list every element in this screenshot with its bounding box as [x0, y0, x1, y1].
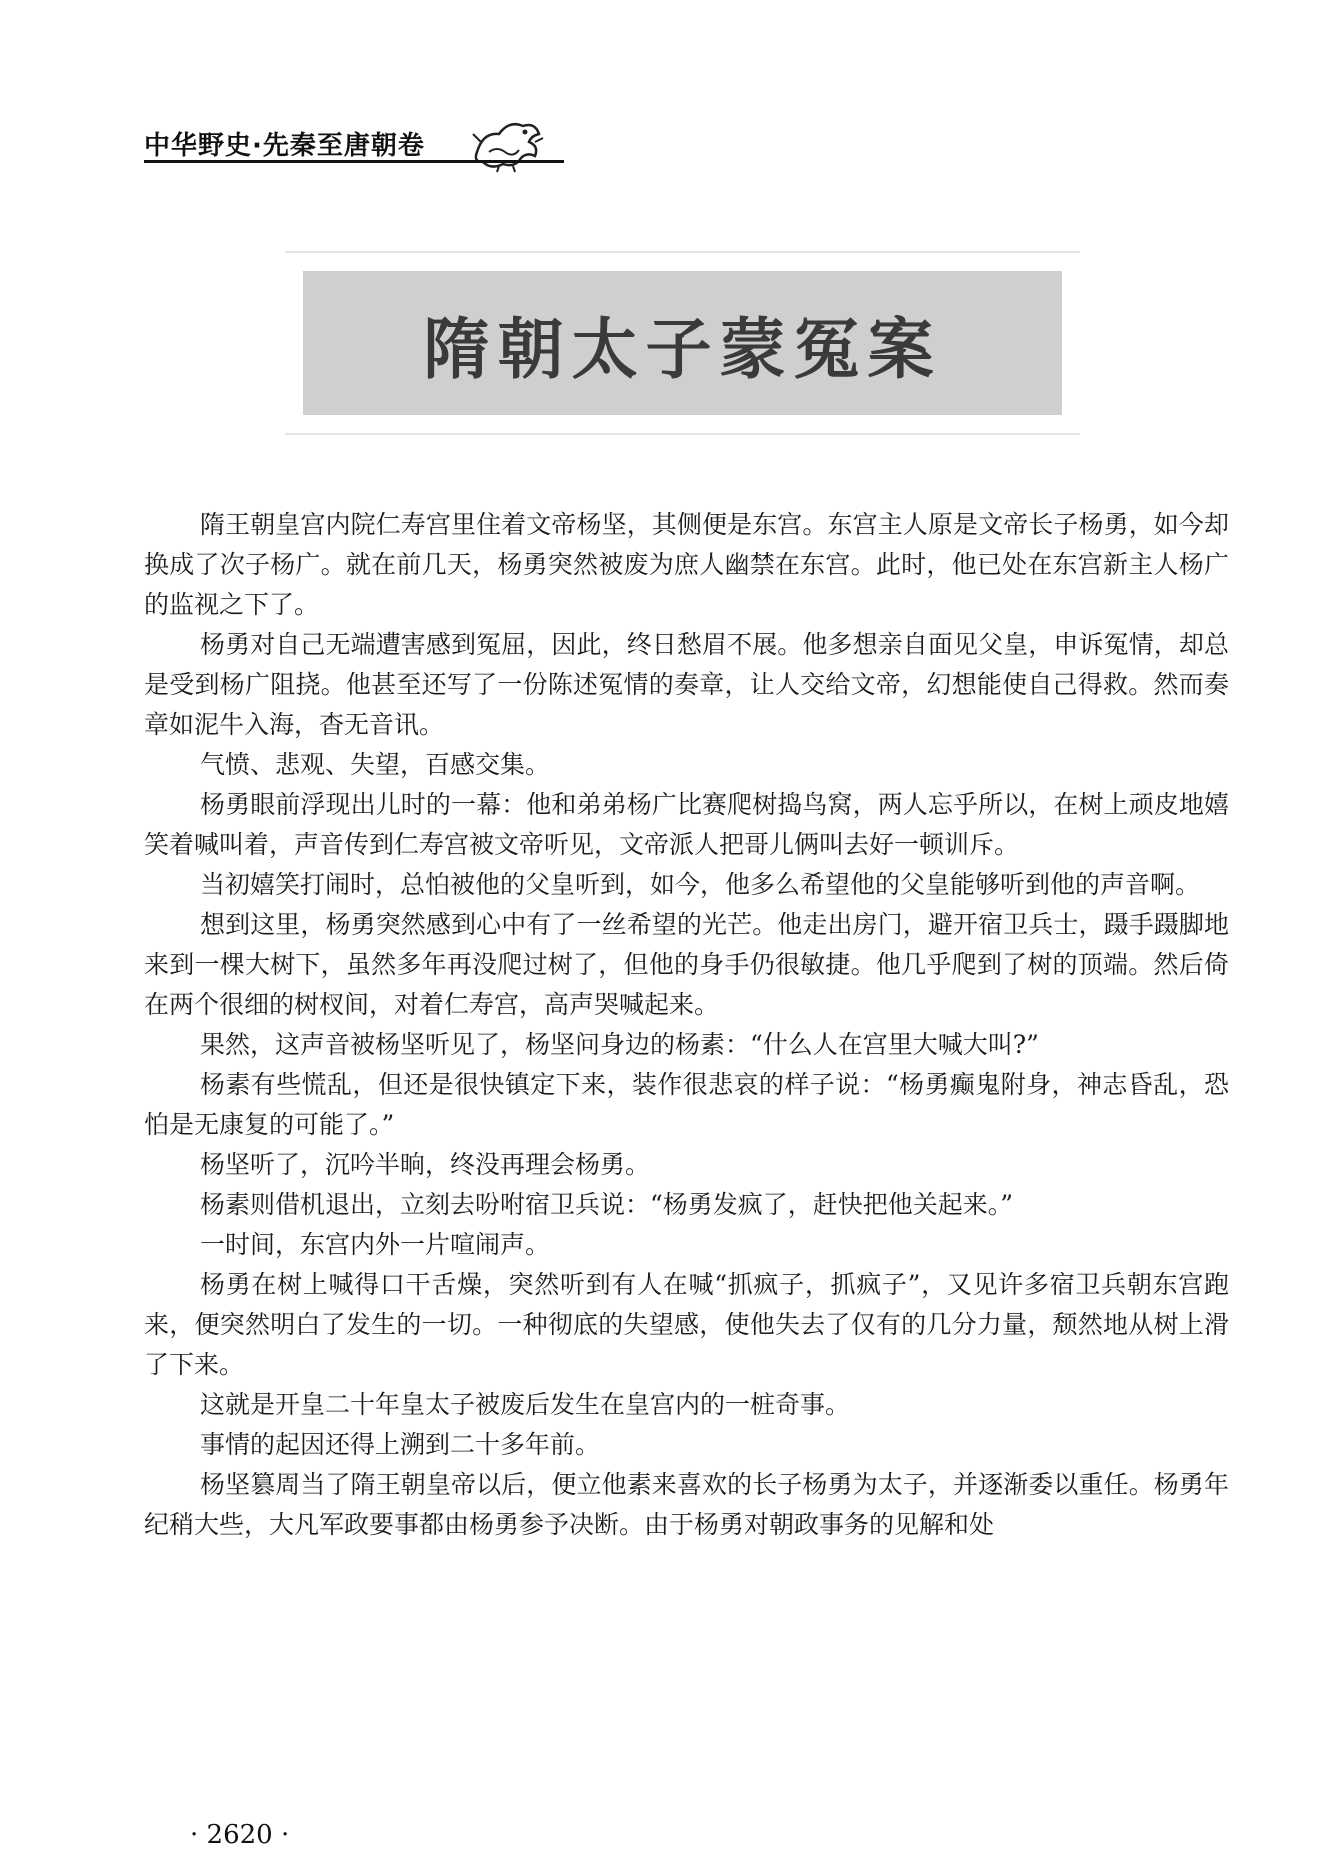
header-rule [144, 160, 564, 163]
article-body [144, 505, 1229, 1545]
paragraph: 杨勇眼前浮现出儿时的一幕：他和弟弟杨广比赛爬树捣鸟窝，两人忘乎所以，在树上顽皮地嬉笑着喊叫着，声音传到仁寿宫被文帝听见，文帝派人把哥儿俩叫去好一顿训斥。 [144, 790, 1229, 859]
chapter-title: 隋朝太子蒙冤案 [423, 309, 942, 388]
paragraph: 杨勇对自己无端遭害感到冤屈，因此，终日愁眉不展。他多想亲自面见父皇，申诉冤情，却总是受到杨广阻挠。他甚至还写了一份陈述冤情的奏章，让人交给文帝，幻想能使自己得救。然而奏章如泥牛入海，杳无音讯。 [144, 630, 1229, 739]
page-number: · 2620 · [190, 1820, 290, 1850]
paragraph: 果然，这声音被杨坚听见了，杨坚问身边的杨素：“什么人在宫里大喊大叫?” [200, 1030, 1039, 1059]
paragraph: 隋王朝皇宫内院仁寿宫里住着文帝杨坚，其侧便是东宫。东宫主人原是文帝长子杨勇，如今却换成了次子杨广。就在前几天，杨勇突然被废为庶人幽禁在东宫。此时，他已处在东宫新主人杨广的监视之下了。 [144, 510, 1229, 619]
paragraph: 一时间，东宫内外一片喧闹声。 [200, 1230, 551, 1259]
paragraph: 杨素有些慌乱，但还是很快镇定下来，装作很悲哀的样子说：“杨勇癫鬼附身，神志昏乱，恐怕是无康复的可能了。” [144, 1070, 1229, 1139]
dragon-emblem-icon [469, 112, 545, 174]
paragraph: 杨素则借机退出，立刻去吩咐宿卫兵说：“杨勇发疯了，赶快把他关起来。” [200, 1190, 1014, 1219]
running-header [144, 112, 545, 174]
paragraph: 杨坚篡周当了隋王朝皇帝以后，便立他素来喜欢的长子杨勇为太子，并逐渐委以重任。杨勇年纪稍大些，大凡军政要事都由杨勇参予决断。由于杨勇对朝政事务的见解和处 [144, 1470, 1229, 1539]
paragraph: 这就是开皇二十年皇太子被废后发生在皇宫内的一桩奇事。 [200, 1390, 851, 1419]
book-title: 中华野史·先秦至唐朝卷 [144, 130, 425, 161]
paragraph: 杨勇在树上喊得口干舌燥，突然听到有人在喊“抓疯子，抓疯子”，又见许多宿卫兵朝东宫跑来，便突然明白了发生的一切。一种彻底的失望感，使他失去了仅有的几分力量，颓然地从树上滑了下来。 [144, 1270, 1229, 1379]
paragraph: 气愤、悲观、失望，百感交集。 [200, 750, 551, 779]
chapter-title-banner [303, 271, 1062, 415]
paragraph: 杨坚听了，沉吟半晌，终没再理会杨勇。 [200, 1150, 651, 1179]
paragraph: 想到这里，杨勇突然感到心中有了一丝希望的光芒。他走出房门，避开宿卫兵士，蹑手蹑脚地来到一棵大树下，虽然多年再没爬过树了，但他的身手仍很敏捷。他几乎爬到了树的顶端。然后倚在两个很细的树杈间，对着仁寿宫，高声哭喊起来。 [144, 910, 1229, 1019]
paragraph: 事情的起因还得上溯到二十多年前。 [200, 1430, 601, 1459]
paragraph: 当初嬉笑打闹时，总怕被他的父皇听到，如今，他多么希望他的父皇能够听到他的声音啊。 [200, 870, 1201, 899]
